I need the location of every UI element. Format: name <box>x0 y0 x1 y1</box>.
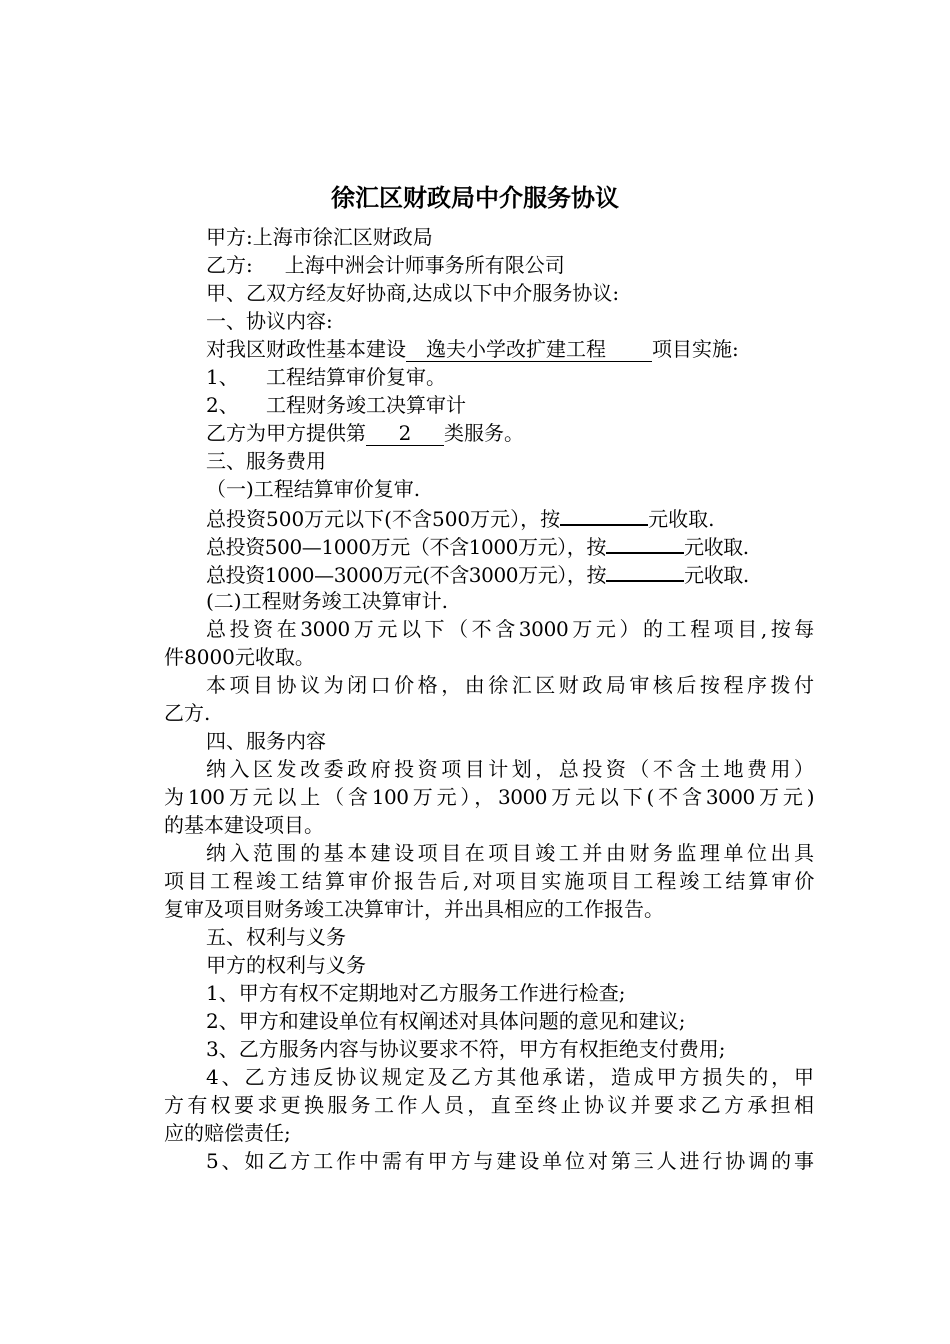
party-b-name: 上海中洲会计师事务所有限公司 <box>284 253 565 277</box>
project-line-prefix: 对我区财政性基本建设 <box>206 337 406 361</box>
fee-2-line-1: 总投资在3000万元以下（不含3000万元）的工程项目,按每 <box>206 617 814 641</box>
document-title: 徐汇区财政局中介服务协议 <box>331 184 619 212</box>
fee-1-heading: （一)工程结算审价复审. <box>206 477 421 501</box>
party-b-label: 乙方: <box>206 253 253 277</box>
closed-price-line-2: 乙方. <box>164 701 211 725</box>
section-4-para-2-line-3: 复审及项目财务竣工决算审计，并出具相应的工作报告。 <box>164 897 664 921</box>
service-prefix: 乙方为甲方提供第 <box>206 421 366 445</box>
section-3-heading: 三、服务费用 <box>206 449 326 473</box>
project-line-suffix: 项目实施: <box>652 337 739 361</box>
right-item-4-line-1: 4、乙方违反协议规定及乙方其他承诺，造成甲方损失的，甲 <box>206 1065 814 1089</box>
right-item-3: 3、乙方服务内容与协议要求不符，甲方有权拒绝支付费用; <box>206 1037 726 1061</box>
item-2-text: 工程财务竣工决算审计 <box>266 393 466 417</box>
fee-row-1-text: 总投资500万元以下(不含500万元），按 <box>206 507 561 531</box>
item-1-text: 工程结算审价复审。 <box>266 365 446 389</box>
section-4-para-2-line-1: 纳入范围的基本建设项目在项目竣工并由财务监理单位出具 <box>206 841 814 865</box>
section-5-subheading: 甲方的权利与义务 <box>206 953 366 977</box>
section-4-para-1-line-1: 纳入区发改委政府投资项目计划，总投资（不含土地费用） <box>206 757 814 781</box>
right-item-2: 2、甲方和建设单位有权阐述对具体问题的意见和建议; <box>206 1009 686 1033</box>
fee-row-3-text: 总投资1000—3000万元(不含3000万元），按 <box>206 563 607 587</box>
fee-row-2-unit: 元收取. <box>683 535 749 559</box>
fee-row-1-blank <box>560 502 648 526</box>
service-class-line <box>164 418 856 448</box>
closed-price-line-1: 本项目协议为闭口价格，由徐汇区财政局审核后按程序拨付 <box>206 673 814 697</box>
section-1-heading: 一、协议内容: <box>206 309 333 333</box>
right-item-4-line-2: 方有权要求更换服务工作人员，直至终止协议并要求乙方承担相 <box>164 1093 814 1117</box>
section-4-heading: 四、服务内容 <box>206 729 326 753</box>
right-item-5-line-1: 5、如乙方工作中需有甲方与建设单位对第三人进行协调的事 <box>206 1149 814 1173</box>
item-1-number: 1、 <box>206 365 239 389</box>
fee-2-line-2: 件8000元收取。 <box>164 645 315 669</box>
fee-row-2-text: 总投资500—1000万元（不含1000万元），按 <box>206 535 606 559</box>
right-item-1: 1、甲方有权不定期地对乙方服务工作进行检查; <box>206 981 626 1005</box>
item-1 <box>164 362 856 392</box>
service-suffix: 类服务。 <box>444 421 524 445</box>
fee-row-1-unit: 元收取. <box>648 507 715 531</box>
section-5-heading: 五、权利与义务 <box>206 925 346 949</box>
service-class-field: 2 <box>366 421 444 446</box>
intro-line: 甲、乙双方经友好协商,达成以下中介服务协议: <box>206 281 620 305</box>
section-4-para-1-line-2: 为100万元以上（含100万元），3000万元以下(不含3000万元) <box>164 785 814 809</box>
fee-row-2-blank <box>606 530 684 554</box>
fee-row-3-unit: 元收取. <box>684 563 749 587</box>
item-2 <box>164 390 856 420</box>
party-b-line <box>164 250 856 280</box>
fee-row-3-blank <box>606 558 684 582</box>
item-2-number: 2、 <box>206 393 239 417</box>
fee-2-heading: (二)工程财务竣工决算审计. <box>206 589 448 613</box>
project-line <box>164 334 856 364</box>
project-name-field: 逸夫小学改扩建工程 <box>406 337 652 362</box>
party-a-line: 甲方:上海市徐汇区财政局 <box>206 225 433 249</box>
right-item-4-line-3: 应的赔偿责任; <box>164 1121 291 1145</box>
section-4-para-1-line-3: 的基本建设项目。 <box>164 813 324 837</box>
section-4-para-2-line-2: 项目工程竣工结算审价报告后,对项目实施项目工程竣工结算审价 <box>164 869 814 893</box>
